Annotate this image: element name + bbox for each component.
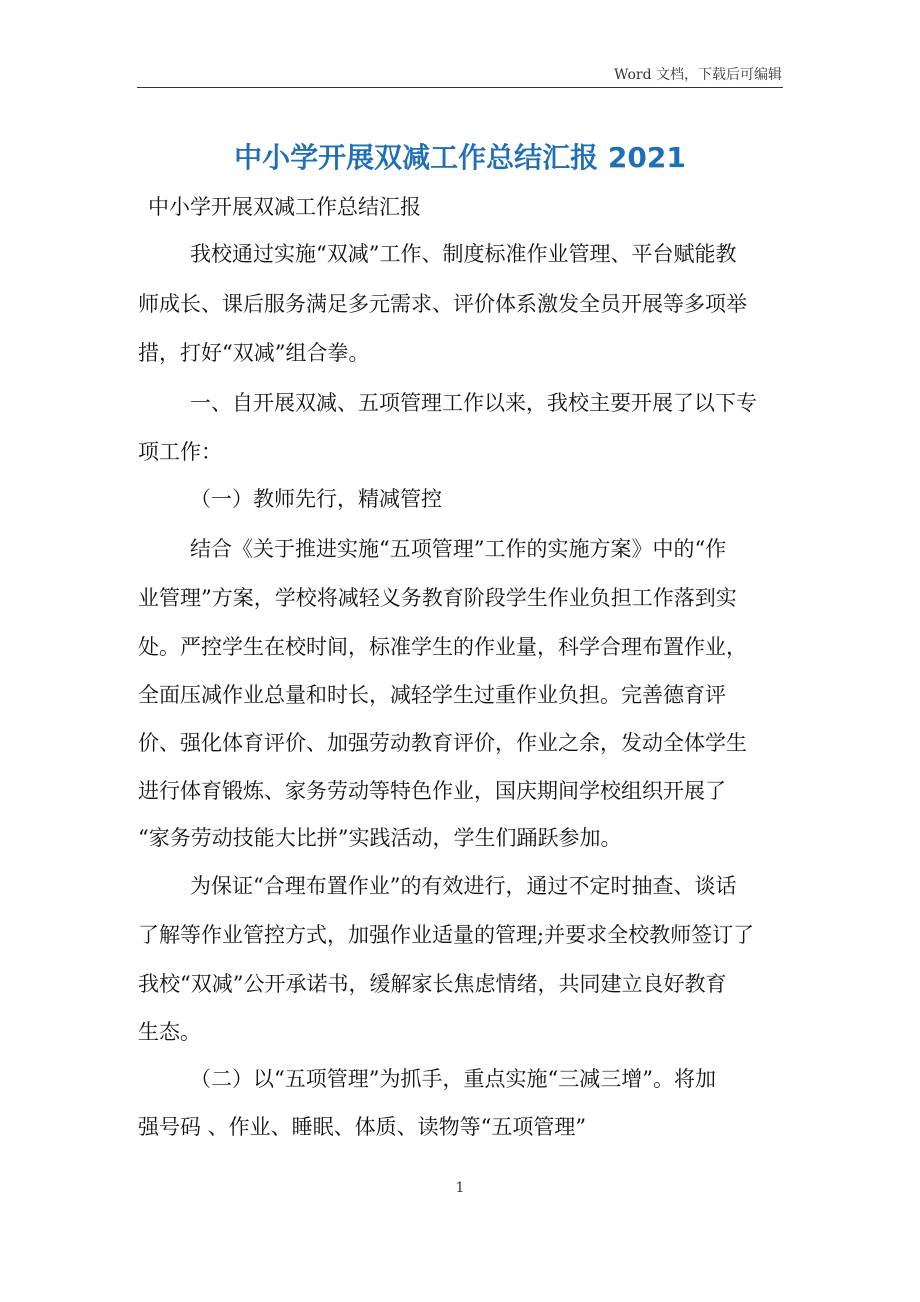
paragraph-line: 业管理”方案，学校将减轻义务教育阶段学生作业负担工作落到实 bbox=[138, 586, 737, 610]
page-number: 1 bbox=[455, 1180, 465, 1196]
paragraph-line: 强号码 、作业、睡眠、体质、读物等“五项管理” bbox=[138, 1115, 587, 1139]
paragraph-line: 全面压减作业总量和时长，减轻学生过重作业负担。完善德育评 bbox=[138, 683, 726, 707]
paragraph-line: 为保证“合理布置作业”的有效进行，通过不定时抽查、谈话 bbox=[190, 874, 737, 898]
paragraph-line: 我校“双减”公开承诺书，缓解家长焦虑情绪，共同建立良好教育 bbox=[138, 972, 727, 996]
section-heading: 一、自开展双减、五项管理工作以来，我校主要开展了以下专 bbox=[190, 391, 757, 415]
paragraph-line: 价、强化体育评价、加强劳动教育评价，作业之余，发动全体学生 bbox=[138, 731, 747, 755]
paragraph-line: 处。严控学生在校时间，标准学生的作业量，科学合理布置作业， bbox=[138, 635, 747, 659]
paragraph-line: 结合《关于推进实施“五项管理”工作的实施方案》中的“作 bbox=[190, 537, 727, 561]
paragraph-line: 生态。 bbox=[138, 1020, 201, 1044]
paragraph-line: 措，打好“双减”组合拳。 bbox=[138, 341, 370, 365]
header-note: Word 文档，下载后可编辑 bbox=[614, 67, 782, 83]
paragraph-line: 师成长、课后服务满足多元需求、评价体系激发全员开展等多项举 bbox=[138, 292, 747, 316]
document-title: 中小学开展双减工作总结汇报 2021 bbox=[234, 141, 686, 174]
paragraph-line: “家务劳动技能大比拼”实践活动，学生们踊跃参加。 bbox=[138, 826, 622, 850]
subsection-heading: （二）以“五项管理”为抓手，重点实施“三减三增”。将加 bbox=[190, 1067, 716, 1091]
subtitle-line: 中小学开展双减工作总结汇报 bbox=[148, 195, 421, 219]
paragraph-line: 了解等作业管控方式，加强作业适量的管理;并要求全校教师签订了 bbox=[138, 923, 755, 947]
paragraph-line: 进行体育锻炼、家务劳动等特色作业，国庆期间学校组织开展了 bbox=[138, 779, 726, 803]
header-divider bbox=[137, 87, 783, 88]
subsection-heading: （一）教师先行，精减管控 bbox=[190, 487, 442, 511]
paragraph-line: 我校通过实施“双减”工作、制度标准作业管理、平台赋能教 bbox=[190, 242, 737, 266]
paragraph-line: 项工作： bbox=[138, 440, 222, 464]
